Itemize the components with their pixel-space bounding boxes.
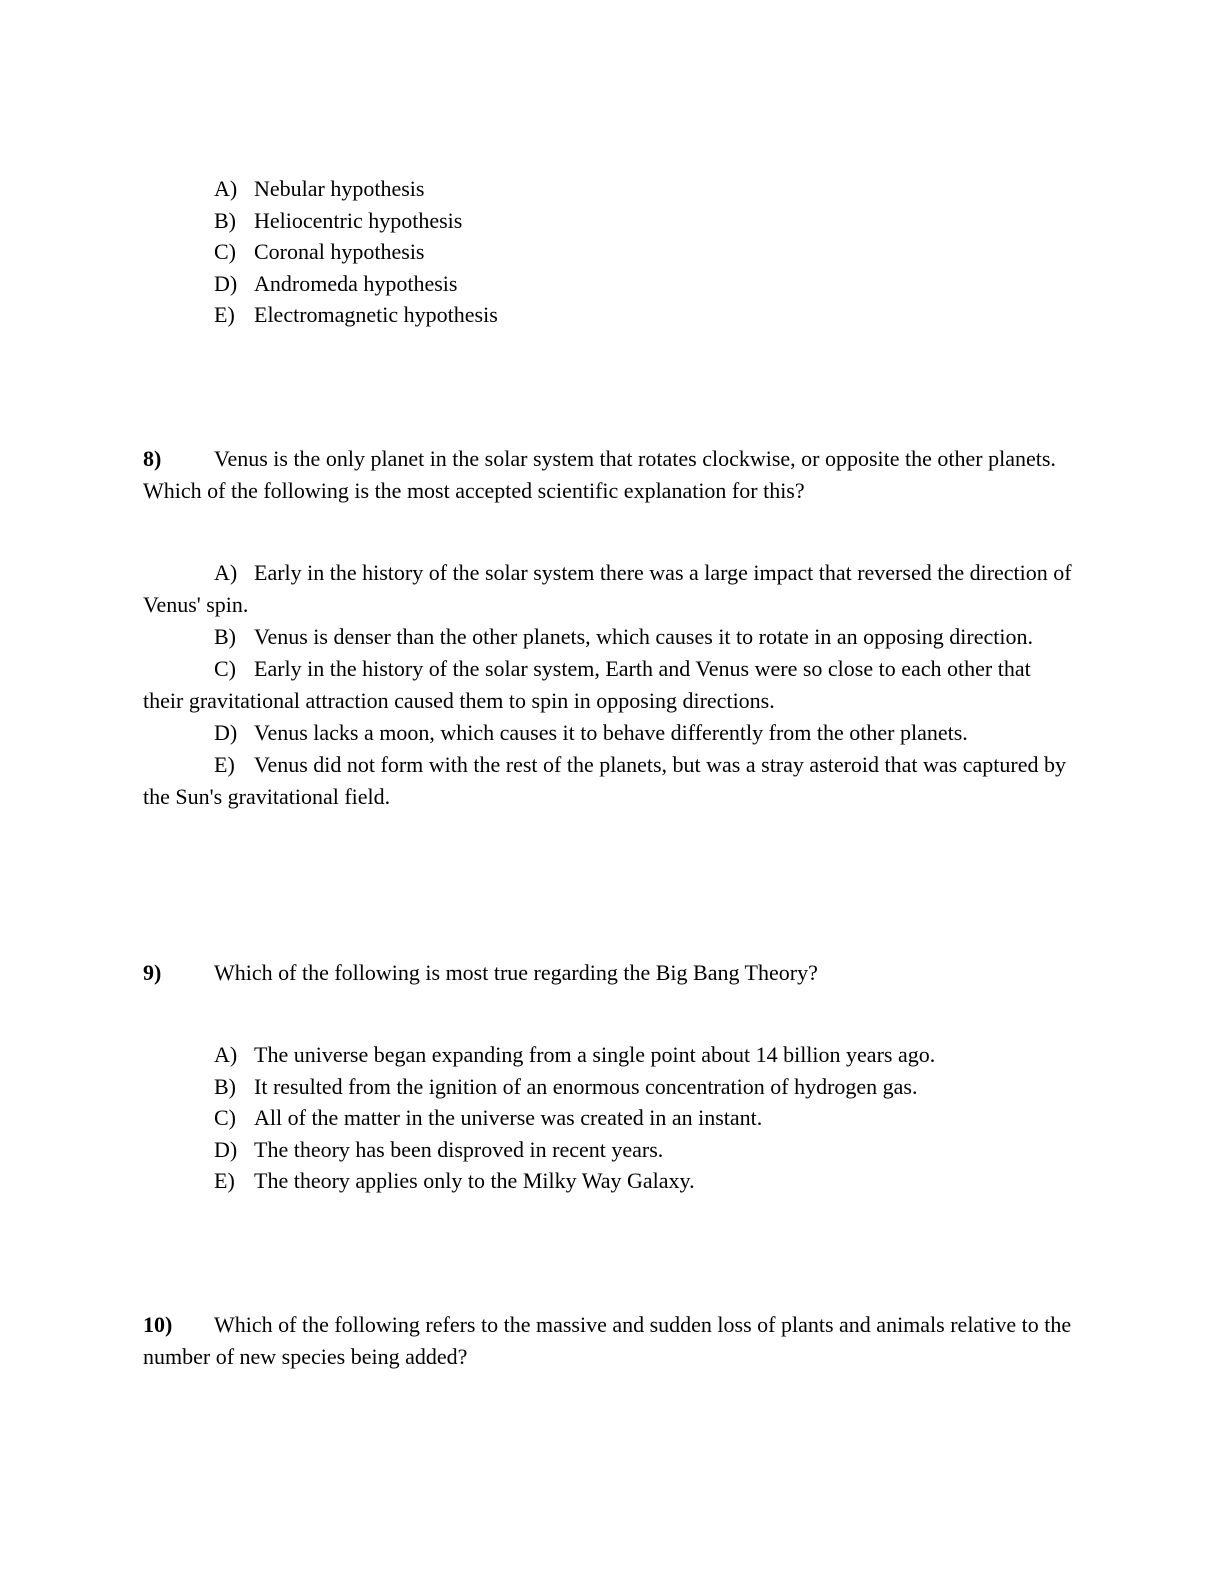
option-text: The theory applies only to the Milky Way Galaxy.	[254, 1168, 695, 1193]
option-text: Venus lacks a moon, which causes it to behave differently from the other planets.	[254, 720, 968, 745]
option-text: It resulted from the ignition of an enormous concentration of hydrogen gas.	[254, 1073, 918, 1099]
option-text: The theory has been disproved in recent years.	[254, 1136, 664, 1162]
q8-option-d	[143, 717, 1073, 749]
question-text: Venus is the only planet in the solar system that rotates clockwise, or opposite the other planets. Which of the following is the most accepted scientific explanation for this?	[143, 446, 1056, 503]
option-letter: E)	[214, 1168, 235, 1193]
q10-prompt	[143, 1309, 1073, 1372]
option-letter: C)	[214, 239, 236, 264]
option-letter: C)	[214, 656, 236, 681]
q9-option-a	[214, 1039, 935, 1071]
q7-option-b	[214, 205, 498, 237]
option-text: All of the matter in the universe was created in an instant.	[254, 1105, 763, 1130]
option-text: Early in the history of the solar system, Earth and Venus were so close to each other that their gravitational attraction caused them to spin in opposing directions.	[143, 656, 1031, 713]
q9-option-e	[214, 1165, 935, 1197]
q9-option-b	[214, 1071, 935, 1103]
question-number: 10)	[143, 1312, 173, 1337]
option-text: Andromeda hypothesis	[254, 270, 458, 296]
q9-options	[214, 1039, 935, 1197]
question-text: Which of the following is most true regarding the Big Bang Theory?	[214, 960, 818, 985]
q8-option-b	[143, 621, 1073, 653]
q9-option-d	[214, 1134, 935, 1166]
q8-options	[143, 557, 1073, 813]
option-letter: A)	[214, 560, 238, 585]
q7-option-e	[214, 299, 498, 331]
q8-option-a	[143, 557, 1073, 621]
question-number: 8)	[143, 446, 162, 471]
q9-prompt	[143, 957, 1073, 989]
option-letter: B)	[214, 1073, 236, 1099]
option-text: Electromagnetic hypothesis	[254, 302, 498, 327]
q7-option-d	[214, 268, 498, 300]
option-text: Early in the history of the solar system there was a large impact that reversed the direction of Venus' spin.	[143, 560, 1072, 617]
option-letter: D)	[214, 270, 238, 296]
option-text: The universe began expanding from a single point about 14 billion years ago.	[254, 1042, 936, 1067]
q7-option-c	[214, 236, 498, 268]
q7-option-a	[214, 173, 498, 205]
option-letter: A)	[214, 176, 238, 201]
q8-prompt	[143, 443, 1073, 506]
option-letter: E)	[214, 302, 235, 327]
option-letter: B)	[214, 207, 236, 233]
q8-option-e	[143, 749, 1073, 813]
option-text: Heliocentric hypothesis	[254, 207, 463, 233]
q9-option-c	[214, 1102, 935, 1134]
option-text: Coronal hypothesis	[254, 239, 425, 264]
option-letter: B)	[214, 624, 236, 649]
option-text: Nebular hypothesis	[254, 176, 425, 201]
option-letter: A)	[214, 1042, 238, 1067]
option-letter: D)	[214, 720, 238, 745]
option-text: Venus is denser than the other planets, which causes it to rotate in an opposing direction.	[254, 624, 1033, 649]
option-letter: E)	[214, 752, 235, 777]
q7-options	[214, 173, 498, 331]
option-text: Venus did not form with the rest of the planets, but was a stray asteroid that was captured by the Sun's gravitational field.	[143, 752, 1066, 809]
question-number: 9)	[143, 960, 162, 985]
option-letter: D)	[214, 1136, 238, 1162]
option-letter: C)	[214, 1105, 236, 1130]
q8-option-c	[143, 653, 1073, 717]
question-text: Which of the following refers to the massive and sudden loss of plants and animals relative to the number of new species being added?	[143, 1312, 1072, 1369]
